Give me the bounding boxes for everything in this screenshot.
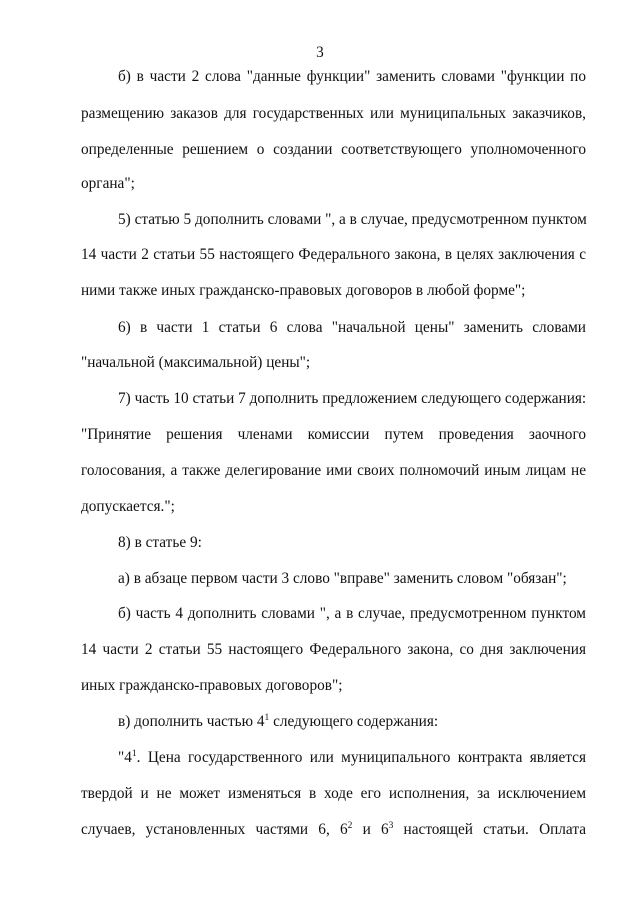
- text-line-18: иных гражданско-правовых договоров";: [81, 677, 343, 694]
- text-line-5: 5) статью 5 дополнить словами ", а в случае, предусмотренном пунктом: [118, 211, 587, 228]
- superscript: 1: [131, 749, 137, 759]
- text-segment: следующего содержания:: [269, 713, 439, 730]
- text-line-19: [118, 712, 586, 732]
- text-segment: случаев, установленных частями 6, 6: [81, 821, 348, 838]
- text-line-8: 6) в части 1 статьи 6 слова "начальной цены" заменить словами: [118, 319, 586, 336]
- text-segment: . Цена государственного или муниципального контракта является: [136, 749, 586, 766]
- superscript: 2: [347, 821, 353, 831]
- text-line-17: 14 части 2 статьи 55 настоящего Федерального закона, со дня заключения: [81, 641, 586, 658]
- text-line-1: б) в части 2 слова "данные функции" заменить словами "функции по: [118, 68, 586, 85]
- superscript: 1: [264, 713, 270, 723]
- text-segment: и 6: [352, 821, 389, 838]
- text-segment: в) дополнить частью 4: [118, 713, 265, 730]
- text-line-13: допускается.";: [81, 498, 175, 515]
- text-line-9: "начальной (максимальной) цены";: [81, 354, 311, 371]
- text-segment: "4: [118, 749, 132, 766]
- text-line-4: органа";: [81, 175, 135, 192]
- page-number: 3: [316, 44, 324, 61]
- text-line-3: определенные решением о создании соответствующего уполномоченного: [81, 141, 586, 158]
- text-line-10: 7) часть 10 статьи 7 дополнить предложением следующего содержания:: [118, 390, 587, 407]
- text-line-21: твердой и не может изменяться в ходе его исполнения, за исключением: [81, 785, 586, 802]
- text-line-14: 8) в статье 9:: [118, 534, 202, 551]
- text-line-15: а) в абзаце первом части 3 слово "вправе" заменить словом "обязан";: [118, 570, 567, 587]
- text-line-2: размещению заказов для государственных или муниципальных заказчиков,: [81, 105, 586, 122]
- superscript: 3: [388, 821, 394, 831]
- text-line-16: б) часть 4 дополнить словами ", а в случае, предусмотренном пунктом: [118, 605, 586, 622]
- text-line-11: "Принятие решения членами комиссии путем проведения заочного: [81, 426, 586, 443]
- text-segment: настоящей статьи. Оплата: [393, 821, 586, 838]
- text-line-6: 14 части 2 статьи 55 настоящего Федерального закона, в целях заключения с: [81, 246, 586, 263]
- text-line-20: [118, 748, 586, 768]
- text-line-22: [81, 820, 586, 840]
- text-line-7: ними также иных гражданско-правовых договоров в любой форме";: [81, 282, 526, 299]
- text-line-12: голосования, а также делегирование ими своих полномочий иным лицам не: [81, 462, 586, 479]
